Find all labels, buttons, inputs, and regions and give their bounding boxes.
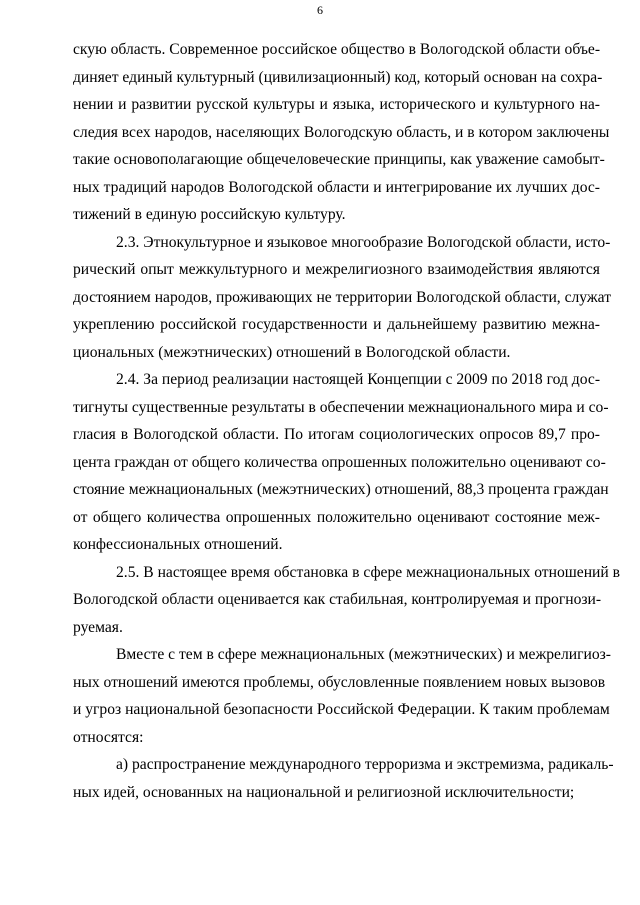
paragraph-2-3 xyxy=(73,229,612,367)
paragraph-2-4 xyxy=(73,366,609,559)
paragraph-continuation xyxy=(73,36,610,229)
text-line: достоянием народов, проживающих не территории Вологодской области, служат xyxy=(73,288,612,306)
text-line: нении и развитии русской культуры и языка, исторического и культурного на- xyxy=(73,96,600,113)
text-line: скую область. Современное российское общество в Вологодской области объе- xyxy=(73,41,601,58)
paragraph-2-5 xyxy=(73,559,620,642)
paragraph-problems-intro xyxy=(73,641,611,751)
text-line-last: руемая. xyxy=(73,618,123,636)
text-line: ных отношений имеются проблемы, обусловленные появлением новых вызовов xyxy=(73,673,606,691)
text-line-first: Вместе с тем в сфере межнациональных (межэтнических) и межрелигиоз- xyxy=(116,646,611,663)
text-line: тигнуты существенные результаты в обеспечении межнационального мира и со- xyxy=(73,398,609,416)
text-line: гласия в Вологодской области. По итогам социологических опросов 89,7 про- xyxy=(73,426,600,443)
text-line-last: конфессиональных отношений. xyxy=(73,536,283,553)
page-number: 6 xyxy=(317,3,323,17)
text-line: диняет единый культурный (цивилизационный) код, который основан на сохра- xyxy=(73,68,603,86)
text-line-last: тижений в единую российскую культуру. xyxy=(73,206,346,223)
text-line: рический опыт межкультурного и межрелигиозного взаимодействия являются xyxy=(73,261,600,278)
text-line: стояние межнациональных (межэтнических) отношений, 88,3 процента граждан xyxy=(73,481,609,498)
text-line: цента граждан от общего количества опрошенных положительно оценивают со- xyxy=(73,453,606,471)
text-line-last: циональных (межэтнических) отношений в Вологодской области. xyxy=(73,343,511,361)
text-line-last: относятся: xyxy=(73,728,144,746)
text-line: и угроз национальной безопасности Российской Федерации. К таким проблемам xyxy=(73,701,610,718)
text-line-last: ных идей, основанных на национальной и религиозной исключительности; xyxy=(73,783,575,801)
text-line-first: 2.4. За период реализации настоящей Концепции с 2009 по 2018 год дос- xyxy=(116,371,601,388)
text-line-first: 2.3. Этнокультурное и языковое многообразие Вологодской области, исто- xyxy=(116,233,611,251)
document-body xyxy=(73,36,620,806)
text-line: ных традиций народов Вологодской области и интегрирование их лучших дос- xyxy=(73,178,600,196)
text-line: укреплению российской государственности и дальнейшему развитию межна- xyxy=(73,316,600,333)
paragraph-item-a xyxy=(73,751,614,806)
text-line: Вологодской области оценивается как стабильная, контролируемая и прогнози- xyxy=(73,591,602,608)
text-line-first: а) распространение международного терроризма и экстремизма, радикаль- xyxy=(116,756,614,773)
text-line: от общего количества опрошенных положительно оценивают состояние меж- xyxy=(73,508,600,526)
text-line: следия всех народов, населяющих Вологодскую область, и в котором заключены xyxy=(73,123,610,141)
text-line: такие основополагающие общечеловеческие принципы, как уважение самобыт- xyxy=(73,151,605,168)
text-line-first: 2.5. В настоящее время обстановка в сфере межнациональных отношений в xyxy=(116,563,620,581)
